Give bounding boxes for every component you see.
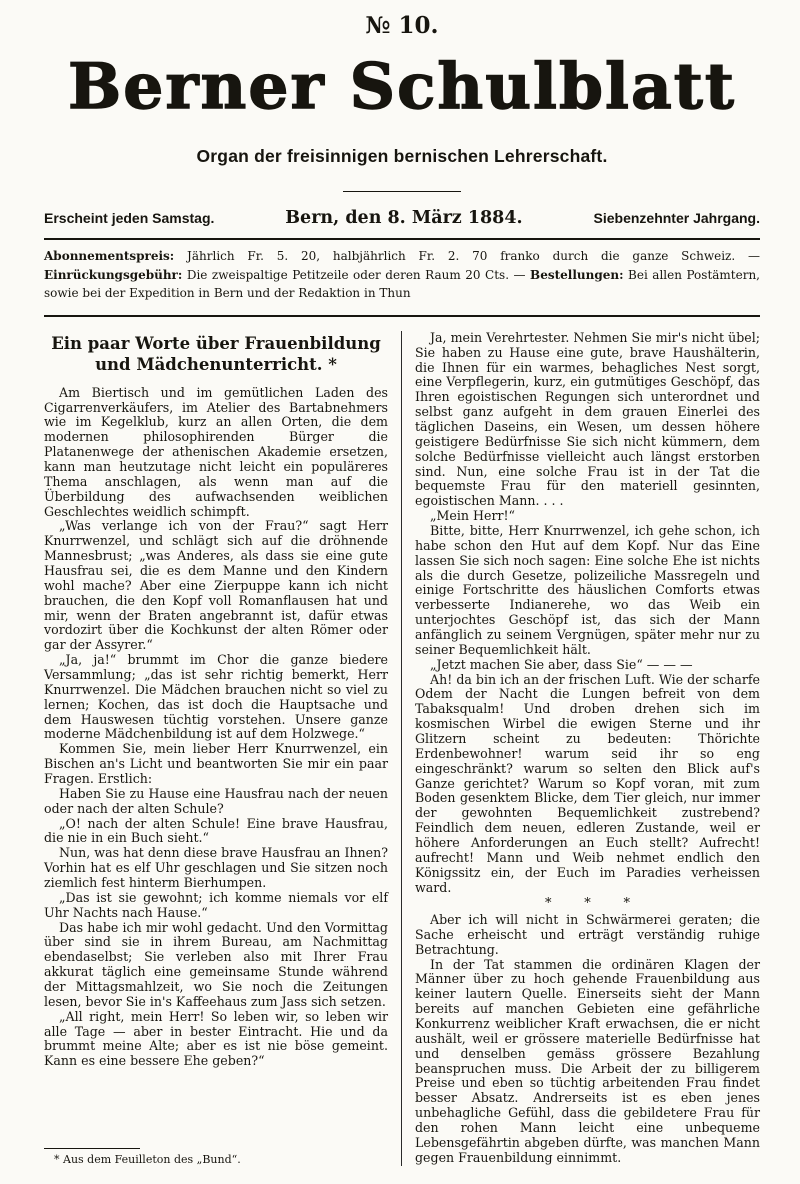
paragraph: „Mein Herr!“ xyxy=(430,508,515,524)
paragraph: Am Biertisch und im gemütlichen Laden des Cigarrenverkäufers, im Atelier des Bartabnehmers wie im Kegelklub, kurz an allen Orten, die dem modernen philosophirenden Bürger die Platanenwege der athenischen Akademie ersetzen, kann man heutzutage nicht leicht ein populäreres Thema anschlagen, als wenn man auf die Überbildung des aufwachsenden weiblichen Geschlechtes weidlich schimpft. xyxy=(44,384,388,519)
left-column xyxy=(44,331,402,1166)
subscription-price-label: Abonnementspreis: xyxy=(44,249,175,263)
masthead xyxy=(44,12,760,317)
paragraph: „O! nach der alten Schule! Eine brave Hausfrau, die nie in ein Buch sieht.“ xyxy=(44,815,388,846)
orders-label: Bestellungen: xyxy=(530,267,624,282)
paragraph: In der Tat stammen die ordinären Klagen der Männer über zu hoch gehende Frauenbildung aus keiner lautern Quelle. Einerseits sieht der Mann bereits auf manchen Gebieten eine gefährliche Konkurrenz weiblicher Kraft erwachsen, die er nicht aushält, weil er grössere materielle Bedürfnisse hat und denselben gemäss grössere Bezahlung beanspruchen muss. Die Arbeit der zu billigerem Preise und eben so tüchtig arbeitenden Frau findet besser Absatz. Andrerseits ist es eben jenes unbehagliche Gefühl, dass die gebildetere Frau für den rohen Mann leicht eine unbequeme Lebensgefährtin abgeben dürfte, was manchen Mann gegen Frauenbildung einnimmt. xyxy=(415,956,760,1165)
issue-date: Bern, den 8. März 1884. xyxy=(285,208,523,228)
paragraph: Ja, mein Verehrtester. Nehmen Sie mir's nicht übel; Sie haben zu Hause eine gute, brave Haushälterin, die Ihnen für ein warmes, behagliches Nest sorgt, eine Verpflegerin, kurz, ein gutmütiges Geschöpf, das Ihren egoistischen Regungen sich unterordnet und selbst ganz aufgeht in dem grauen Einerlei des täglichen Daseins, ein Wesen, um dessen höhere geistigere Bedürfnisse Sie sich nicht kümmern, dem solche Bedürfnisse vielleicht auch längst erstorben sind. Nun, eine solche Frau ist in der Tat die bequemste Frau für den materiell gesinnten, egoistischen Mann. . . . xyxy=(415,329,760,509)
volume-label: Siebenzehnter Jahrgang. xyxy=(593,210,760,226)
top-thick-rule xyxy=(44,238,760,240)
paragraph: „All right, mein Herr! So leben wir, so leben wir alle Tage — aber in bester Eintracht. Hie und da brummt meine Alte; aber es ist nie böse gemeint. Kann es eine bessere Ehe geben?“ xyxy=(44,1008,388,1069)
masthead-divider-rule xyxy=(343,191,461,192)
subscription-price-text: Jährlich Fr. 5. 20, halbjährlich Fr. 2. 70 franko durch die ganze Schweiz. — xyxy=(174,249,760,263)
insertion-fee-text: Die zweispaltige Petitzeile oder deren Raum 20 Cts. — xyxy=(182,267,531,282)
paragraph: „Ja, ja!“ brummt im Chor die ganze biedere Versammlung; „das ist sehr richtig bemerkt, Herr Knurrwenzel. Die Mädchen brauchen nicht so viel zu lernen; Kochen, das ist doch die Hauptsache und dem Hauswesen tüchtig vorstehen. Unsere ganze moderne Mädchenbildung ist auf dem Holzwege.“ xyxy=(44,652,388,742)
paragraph: „Jetzt machen Sie aber, dass Sie“ — — — xyxy=(430,656,693,672)
paragraph: Ah! da bin ich an der frischen Luft. Wie der scharfe Odem der Nacht die Lungen befreit von dem Tabaksqualm! Und droben drehen sich im kosmischen Wirbel die ewigen Sterne und ihr Glitzern scheint zu bedeuten: Thörichte Erdenbewohner! warum seid ihr so eng eingeschränkt? warum so selten den Blick auf's Ganze gerichtet? Warum so Kopf voran, mit zum Boden gesenktem Blicke, dem Tier gleich, nur immer der gewohnten Bequemlichkeit zustrebend? Feindlich dem neuen, edleren Zustande, weil er höhere Anforderungen an Euch stellt? Aufrecht! aufrecht! Mann und Weib nehmet endlich den Königssitz ein, der Euch im Paradies verheissen ward. xyxy=(415,671,760,895)
orders-text: Bei allen Postämtern, sowie bei der Expedition in Bern und der Redaktion in Thun xyxy=(44,267,761,301)
paragraph: Das habe ich mir wohl gedacht. Und den Vormittag über sind sie in ihrem Bureau, am Nachmittag ebendaselbst; Sie verleben also mit Ihrer Frau akkurat täglich eine gemeinsame Stunde während der Mittagsmahlzeit, wo Sie noch die Zeitungen lesen, bevor Sie in's Kaffeehaus zum Jass sich setzen. xyxy=(44,919,388,1009)
paragraph: Kommen Sie, mein lieber Herr Knurrwenzel, ein Bischen an's Licht und beantworten Sie mir ein paar Fragen. Erstlich: xyxy=(44,741,388,786)
paragraph: Bitte, bitte, Herr Knurrwenzel, ich gehe schon, ich habe schon den Hut auf dem Kopf. Nur das Eine lassen Sie sich noch sagen: Eine solche Ehe ist nichts als die durch Gesetze, polizeiliche Massregeln und einige Fortschritte des häuslichen Comforts etwas verbesserte Indianerehe, wo das Weib ein unterjochtes Geschöpf ist, das sich der Mann anfänglich zu seinem Vergnügen, später mehr nur zu seiner Bequemlichkeit hält. xyxy=(415,522,760,657)
footnote-rule xyxy=(44,1148,140,1149)
dateline xyxy=(44,208,760,228)
paragraph: „Was verlange ich von der Frau?“ sagt Herr Knurrwenzel, und schlägt sich auf die dröhnende Mannesbrust; „was Anderes, als dass sie eine gute Hausfrau sei, die es dem Manne und den Kindern wohl mache? Aber eine Zierpuppe kann ich nicht brauchen, die den Kopf voll Romanflausen hat und mir, wenn der Braten angebrannt ist, dafür etwas vordozirt über die Kochkunst der alten Römer oder gar der Assyrer.“ xyxy=(44,518,388,653)
footnote-text: * Aus dem Feuilleton des „Bund“. xyxy=(54,1152,241,1166)
paper-subtitle: Organ der freisinnigen bernischen Lehrerschaft. xyxy=(196,146,608,166)
bottom-thick-rule xyxy=(44,315,760,317)
insertion-fee-label: Einrückungsgebühr: xyxy=(44,267,183,282)
article-title: Ein paar Worte über Frauenbildung und Mädchenunterricht. * xyxy=(51,333,381,375)
subscription-info xyxy=(44,247,760,303)
paragraph: Aber ich will nicht in Schwärmerei geraten; die Sache erheischt und erträgt verständig ruhige Betrachtung. xyxy=(415,912,760,957)
issue-number: № 10. xyxy=(365,12,439,39)
right-column xyxy=(402,331,760,1166)
article-body xyxy=(44,331,760,1166)
paragraph: „Das ist sie gewohnt; ich komme niemals vor elf Uhr Nachts nach Hause.“ xyxy=(44,889,388,920)
asterism-separator: * * * xyxy=(545,896,630,912)
paper-title: Berner Schulblatt xyxy=(68,49,736,123)
footnote-block xyxy=(44,1136,388,1166)
paragraph: Haben Sie zu Hause eine Hausfrau nach der neuen oder nach der alten Schule? xyxy=(44,785,388,816)
publication-day: Erscheint jeden Samstag. xyxy=(44,210,215,226)
paragraph: Nun, was hat denn diese brave Hausfrau an Ihnen? Vorhin hat es elf Uhr geschlagen und Sie sitzen noch ziemlich fest hinterm Bierhumpen. xyxy=(44,845,388,891)
